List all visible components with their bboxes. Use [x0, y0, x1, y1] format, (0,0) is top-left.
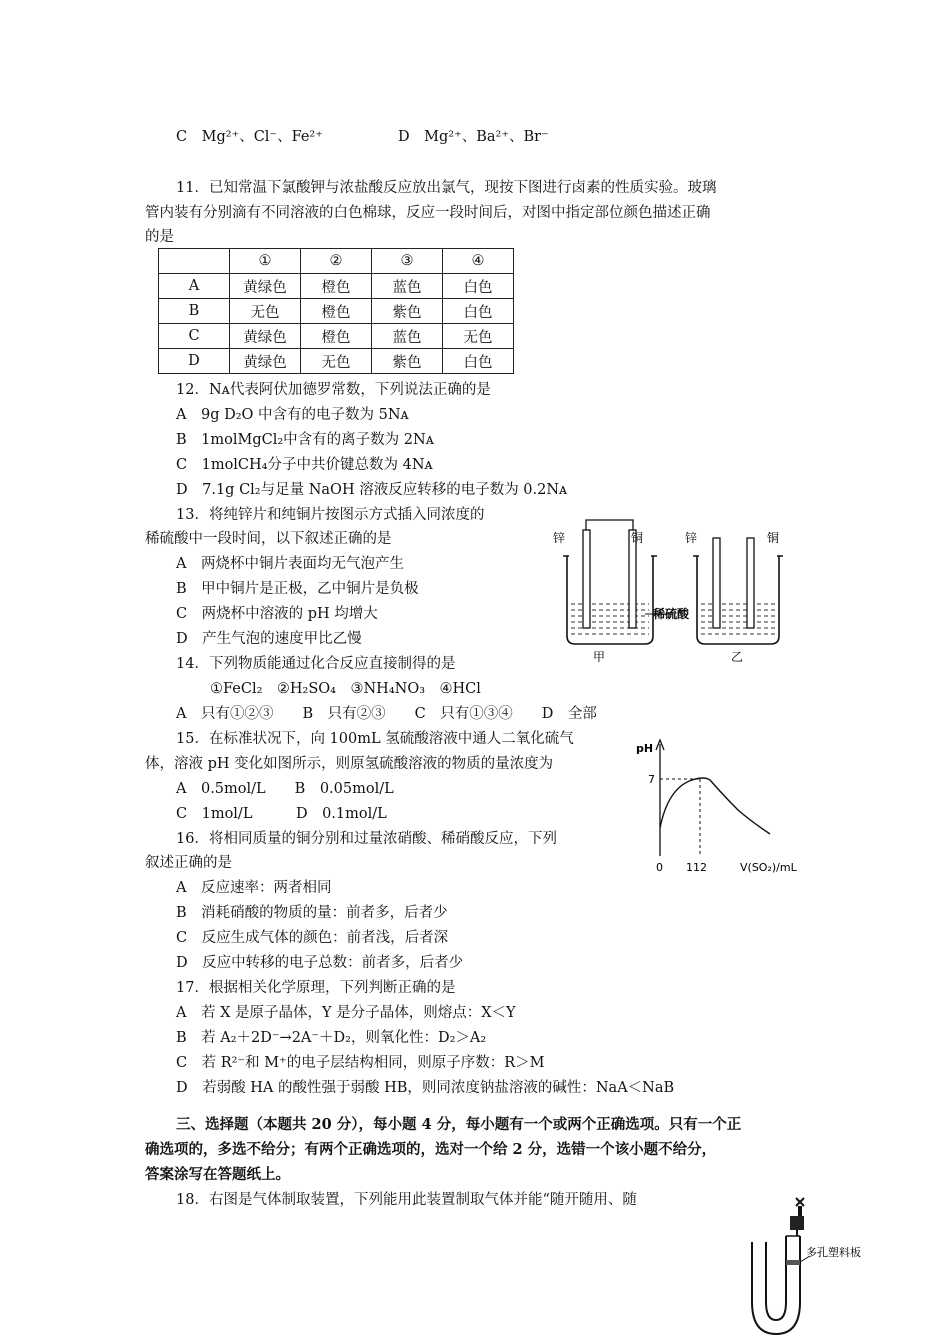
section3-line1: 三、选择题（本题共 20 分），每小题 4 分，每小题有一个或两个正确选项。只有一个正 — [176, 1116, 742, 1133]
q17-option-a: A 若 X 是原子晶体，Y 是分子晶体，则熔点：X＜Y — [176, 1005, 516, 1021]
table-header-cell: ③ — [372, 249, 443, 274]
graph-y7: 7 — [648, 773, 655, 786]
section3-line2: 确选项的，多选不给分；有两个正确选项的，选对一个给 2 分，选错一个该小题不给分， — [145, 1141, 717, 1158]
q14-options: A 只有①②③ B 只有②③ C 只有①③④ D 全部 — [176, 706, 597, 722]
table-header-cell: ④ — [443, 249, 514, 274]
label-copper-2: 铜 — [767, 531, 780, 545]
q16-option-d: D 反应中转移的电子总数：前者多，后者少 — [176, 955, 464, 971]
beaker-yi — [693, 538, 783, 644]
q12-option-a: A 9g D₂O 中含有的电子数为 5Nᴀ — [176, 407, 409, 423]
table-cell: 紫色 — [372, 299, 443, 324]
table-row — [159, 299, 514, 324]
q18-stem: 18．右图是气体制取装置，下列能用此装置制取气体并能“随开随用、随 — [176, 1192, 637, 1208]
q15-stem-line2: 体，溶液 pH 变化如图所示，则原氢硫酸溶液的物质的量浓度为 — [145, 756, 554, 772]
q16-stem-line1: 16．将相同质量的铜分别和过量浓硝酸、稀硝酸反应，下列 — [176, 831, 557, 847]
q13-option-c: C 两烧杯中溶液的 pH 均增大 — [176, 606, 378, 622]
q11-stem-line1: 11．已知常温下氯酸钾与浓盐酸反应放出氯气，现按下图进行卤素的性质实验。玻璃 — [176, 180, 717, 196]
q13-option-b: B 甲中铜片是正极，乙中铜片是负极 — [176, 581, 419, 597]
q17-option-b: B 若 A₂＋2D⁻→2A⁻＋D₂，则氧化性：D₂＞A₂ — [176, 1030, 487, 1046]
q12-stem: 12．Nᴀ代表阿伏加德罗常数，下列说法正确的是 — [176, 382, 491, 398]
table-row — [159, 349, 514, 374]
q12-option-d: D 7.1g Cl₂与足量 NaOH 溶液反应转移的电子数为 0.2Nᴀ — [176, 482, 568, 498]
label-zinc-2: 锌 — [685, 531, 698, 545]
table-header-cell: ① — [230, 249, 301, 274]
table-cell: 橙色 — [301, 299, 372, 324]
label-copper-1: 铜 — [631, 531, 644, 545]
q10-option-c: C Mg²⁺、Cl⁻、Fe²⁺ — [176, 129, 323, 145]
table-row — [159, 324, 514, 349]
q12-option-b: B 1molMgCl₂中含有的离子数为 2Nᴀ — [176, 432, 434, 448]
graph-ylabel: pH — [636, 742, 654, 755]
q17-stem: 17．根据相关化学原理，下列判断正确的是 — [176, 980, 456, 996]
table-header-cell — [159, 249, 230, 274]
q17-option-d: D 若弱酸 HA 的酸性强于弱酸 HB，则同浓度钠盐溶液的碱性：NaA＜NaB — [176, 1080, 675, 1096]
q13-option-a: A 两烧杯中铜片表面均无气泡产生 — [176, 556, 404, 572]
ph-curve — [660, 778, 770, 834]
graph-xlabel: V(SO₂)/mL — [740, 861, 797, 874]
q14-stem: 14．下列物质能通过化合反应直接制得的是 — [176, 656, 456, 672]
q11-answer-table — [158, 248, 514, 374]
label-dilute-acid: 稀硫酸 — [653, 607, 690, 621]
q16-option-b: B 消耗硝酸的物质的量：前者多，后者少 — [176, 905, 448, 921]
section3-line3: 答案涂写在答题纸上。 — [145, 1166, 290, 1183]
q13-option-d: D 产生气泡的速度甲比乙慢 — [176, 631, 362, 647]
table-cell: 无色 — [230, 299, 301, 324]
label-zinc-1: 锌 — [553, 531, 566, 545]
q17-option-c: C 若 R²⁻和 M⁺的电子层结构相同，则原子序数：R＞M — [176, 1055, 545, 1071]
table-cell: 橙色 — [301, 324, 372, 349]
table-cell: 蓝色 — [372, 324, 443, 349]
table-cell: C — [159, 324, 230, 349]
table-cell: D — [159, 349, 230, 374]
table-header-row — [159, 249, 514, 274]
q10-option-d: D Mg²⁺、Ba²⁺、Br⁻ — [398, 129, 549, 145]
q11-stem-line3: 的是 — [145, 229, 174, 245]
q16-stem-line2: 叙述正确的是 — [145, 855, 232, 871]
graph-origin: 0 — [656, 861, 663, 874]
table-cell: 橙色 — [301, 274, 372, 299]
q12-option-c: C 1molCH₄分子中共价键总数为 4Nᴀ — [176, 457, 433, 473]
q15-ph-graph — [628, 736, 808, 878]
q11-stem-line2: 管内装有分别滴有不同溶液的白色棉球，反应一段时间后，对图中指定部位颜色描述正确 — [145, 205, 711, 221]
q18-apparatus-figure — [738, 1192, 868, 1340]
table-cell: 白色 — [443, 299, 514, 324]
q13-stem-line2: 稀硫酸中一段时间，以下叙述正确的是 — [145, 531, 392, 547]
table-cell: 白色 — [443, 274, 514, 299]
q15-stem-line1: 15．在标准状况下，向 100mL 氢硫酸溶液中通人二氧化硫气 — [176, 731, 574, 747]
label-beaker-jia: 甲 — [593, 650, 606, 664]
table-row — [159, 274, 514, 299]
table-cell: 无色 — [301, 349, 372, 374]
label-beaker-yi: 乙 — [731, 650, 744, 664]
table-cell: 白色 — [443, 349, 514, 374]
table-cell: 无色 — [443, 324, 514, 349]
label-porous-plate: 多孔塑料板 — [806, 1246, 861, 1259]
table-cell: 紫色 — [372, 349, 443, 374]
table-cell: 黄绿色 — [230, 274, 301, 299]
q14-items: ①FeCl₂ ②H₂SO₄ ③NH₄NO₃ ④HCl — [210, 681, 481, 697]
graph-x112: 112 — [686, 861, 707, 874]
q15-options-ab: A 0.5mol/L B 0.05mol/L — [176, 781, 394, 797]
q15-options-cd: C 1mol/L D 0.1mol/L — [176, 806, 387, 822]
table-cell: A — [159, 274, 230, 299]
q16-option-c: C 反应生成气体的颜色：前者浅，后者深 — [176, 930, 449, 946]
table-cell: 黄绿色 — [230, 349, 301, 374]
q13-stem-line1: 13．将纯锌片和纯铜片按图示方式插入同浓度的 — [176, 507, 485, 523]
table-header-cell: ② — [301, 249, 372, 274]
table-cell: B — [159, 299, 230, 324]
table-cell: 蓝色 — [372, 274, 443, 299]
table-cell: 黄绿色 — [230, 324, 301, 349]
q13-beaker-figure — [545, 518, 790, 666]
q16-option-a: A 反应速率：两者相同 — [176, 880, 332, 896]
